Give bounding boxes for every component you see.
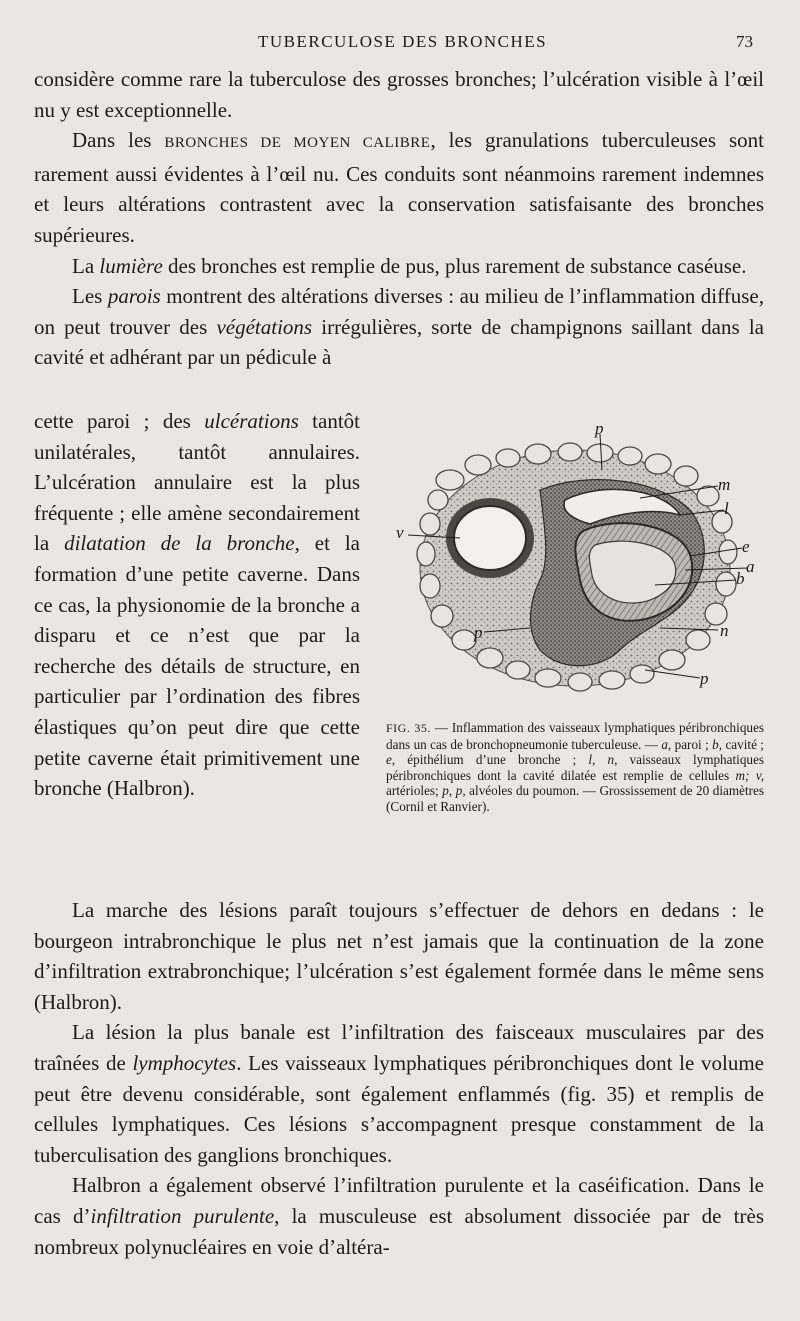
text-block-top [34, 64, 764, 373]
label-v: v [396, 523, 404, 542]
text-run: alvéoles du poumon. — Grossissement de 20 diamètres (Cornil et Ranvier). [386, 783, 764, 814]
caption-key: b [712, 736, 719, 752]
caption-title: Inflammation des vaisseaux lymphatiques péribronchiques dans un cas de bronchopneumonie tuberculeuse. — [386, 720, 764, 752]
histology-drawing [390, 420, 770, 710]
text-run: cette paroi ; des [34, 409, 205, 433]
caption-key: a [661, 736, 668, 752]
text-run: , épithélium d’une bronche ; [391, 752, 589, 768]
italic-term: lymphocytes [132, 1050, 237, 1075]
text-run: Les [72, 284, 108, 309]
text-run: artérioles; [386, 783, 443, 799]
label-a: a [746, 557, 755, 576]
paragraph-6 [34, 1017, 764, 1170]
caption-key: p, p, [442, 783, 466, 799]
paragraph-5: La marche des lésions paraît toujours s’effectuer de dehors en dedans : le bourgeon intrabronchique le plus net n’est jamais que la continuation de la zone d’infiltration extrabronchique; l’ulcération s’est également formée dans le même sens (Halbron). [34, 898, 764, 1014]
text-run: , et la formation d’une petite caverne. Dans ce cas, la physionomie de la bronche a disparu et ce n’est que par la recherche des détails de structure, en particulier par l’ordination des fibres élastiques qu’on peut dire que cette petite caverne était primitivement une bronche (Halbron). [34, 531, 361, 801]
page-number: 73 [736, 32, 753, 51]
caption-label: FIG. 35. [386, 721, 431, 735]
label-e: e [742, 537, 750, 556]
italic-term: ulcérations [204, 409, 299, 433]
text-block-left-column [34, 406, 360, 804]
running-head [0, 30, 800, 56]
label-m: m [718, 475, 731, 494]
text-run: vaisseaux lymphatiques péribronchiques dont la cavité dilatée est remplie de cellules [386, 752, 765, 783]
label-p-top: p [595, 420, 604, 438]
text-block-bottom [34, 895, 764, 1262]
caption-key: e [386, 752, 392, 768]
paragraph-2 [34, 125, 764, 250]
italic-term: parois [107, 284, 161, 309]
italic-term: infiltration purulente [90, 1203, 275, 1228]
text-run: tantôt unilatérales, tantôt annulaires. L’ulcération annulaire est la plus fréquente ; elle amène secondairement la [34, 409, 361, 556]
running-title: TUBERCULOSE DES BRONCHES [258, 32, 548, 51]
small-caps-term: BRONCHES DE MOYEN CALIBRE [164, 135, 431, 152]
text-run: des bronches est remplie de pus, plus rarement de substance caséuse. [162, 253, 747, 278]
text-run: irrégulières, sorte de champignons saillant dans la cavité et adhérant par un pédicule à [34, 314, 764, 370]
italic-term: lumière [99, 253, 163, 278]
caption-key: l, n, [588, 752, 618, 768]
italic-term: végétations [216, 314, 313, 339]
text-run: . Les vaisseaux lymphatiques péribronchiques dont le volume peut être devenu considérable, sont également enflammés (fig. 35) et remplis de cellules lymphatiques. Ces lésions s’accompagnent presque constamment de la tuberculisation des ganglions bronchiques. [34, 1050, 764, 1167]
label-l: l [724, 499, 729, 518]
text-run: montrent des altérations diverses : au milieu de l’inflammation diffuse, on peut trouver des [34, 284, 764, 339]
label-p-bottom: p [700, 669, 709, 688]
paragraph-4-continued [34, 406, 360, 804]
paragraph-1: considère comme rare la tuberculose des grosses bronches; l’ulcération visible à l’œil nu y est exceptionnelle. [34, 67, 764, 122]
label-b: b [736, 569, 745, 588]
paragraph-4 [34, 281, 764, 373]
text-run: Dans les [72, 128, 165, 153]
paragraph-3 [34, 251, 764, 282]
label-p-left: p [474, 623, 483, 642]
figure-caption [386, 720, 764, 815]
text-run: , cavité ; [718, 736, 764, 752]
text-run: Halbron a également observé l’infiltration purulente et la caséification. Dans le cas d’ [34, 1173, 764, 1228]
figure-35-illustration [390, 420, 770, 710]
text-run: , la musculeuse est absolument dissociée par de très nombreux polynucléaires en voie d’altéra- [34, 1203, 764, 1259]
text-run: — [430, 720, 452, 735]
caption-key: v, [755, 767, 764, 783]
paragraph-7 [34, 1170, 764, 1262]
italic-term: dilatation de la bronche [64, 531, 295, 556]
label-n: n [720, 621, 729, 640]
text-run: , paroi ; [667, 736, 713, 752]
caption-key: m; [735, 767, 750, 783]
text-run: La [72, 253, 100, 278]
text-run: La lésion la plus banale est l’infiltration des faisceaux musculaires par des traînées de [34, 1020, 764, 1075]
text-run: , les granulations tuberculeuses sont rarement aussi évidentes à l’œil nu. Ces conduits sont néanmoins rarement indemnes et leurs altérations contrastent avec la conservation satisfaisante des bronches supérieures. [34, 128, 764, 247]
